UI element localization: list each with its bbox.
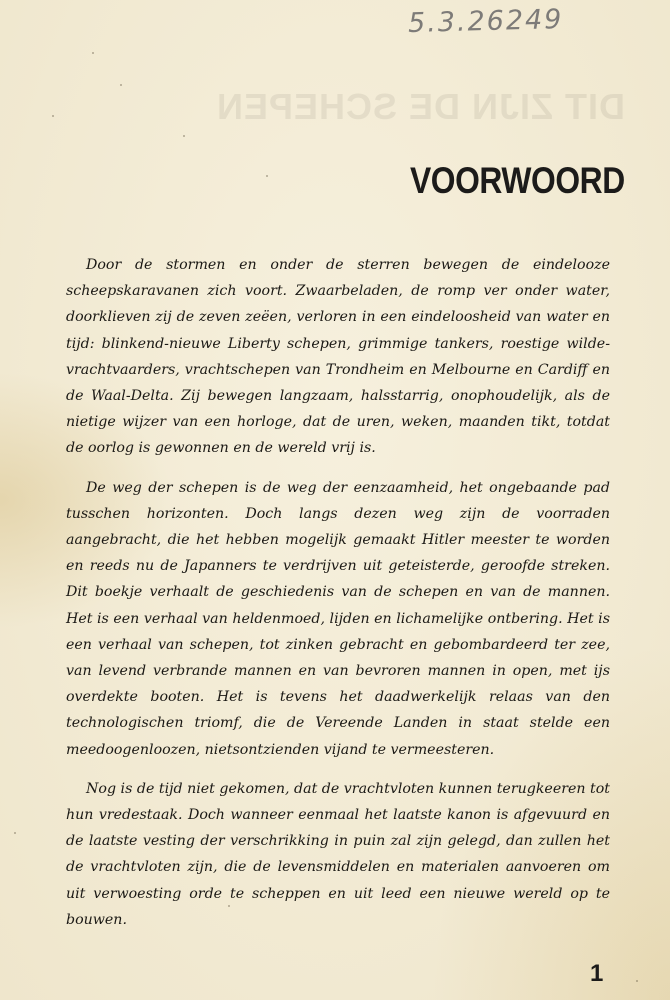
paper-speck <box>92 52 94 54</box>
paper-speck <box>14 832 16 834</box>
handwritten-accession-number: 5.3.26249 <box>407 3 564 40</box>
paper-speck <box>228 905 230 907</box>
body-text <box>66 252 610 946</box>
page-title: VOORWOORD <box>410 159 625 201</box>
paper-speck <box>52 115 54 117</box>
paragraph: De weg der schepen is de weg der eenzaamheid, het ongebaande pad tusschen horizonten. Doch langs dezen weg zijn de voorraden aangebracht, die het hebben mogelijk gemaakt Hitler meester te worden en reeds nu de Japanners te verdrijven uit geteisterde, geroofde streken. Dit boekje verhaalt de geschiedenis van de schepen en van de mannen. Het is een verhaal van heldenmoed, lijden en lichamelijke ontbering. Het is een verhaal van schepen, tot zinken gebracht en gebombardeerd ter zee, van levend verbrande mannen en van bevroren mannen in open, met ijs overdekte booten. Het is tevens het daadwerkelijk relaas van den technologischen triomf, die de Vereende Landen in staat stelde een meedoogenloozen, nietsontzienden vijand te vermeesteren. <box>66 479 610 758</box>
paper-speck <box>266 175 268 177</box>
paragraph: Nog is de tijd niet gekomen, dat de vrachtvloten kunnen terugkeeren tot hun vredestaak. Doch wanneer eenmaal het laatste kanon is afgevuurd en de laatste vesting der verschrikking in puin zal zijn gelegd, dan zullen het de vrachtvloten zijn, die de levensmiddelen en materialen aanvoeren om uit verwoesting orde te scheppen en uit leed een nieuwe wereld op te bouwen. <box>66 780 610 928</box>
paper-speck <box>183 135 185 137</box>
paragraph: Door de stormen en onder de sterren bewegen de eindelooze scheepskaravanen zich voort. Zwaarbeladen, de romp ver onder water, doorklieven zij de zeven zeëen, verloren in een eindeloosheid van water en tijd: blinkend-nieuwe Liberty schepen, grimmige tankers, roestige wilde-vrachtvaarders, vrachtschepen van Trondheim en Melbourne en Cardiff en de Waal-Delta. Zij bewegen langzaam, halsstarrig, onophoudelijk, als de nietige wijzer van een horloge, dat de uren, weken, maanden tikt, totdat de oorlog is gewonnen en de wereld vrij is. <box>66 257 610 457</box>
show-through-text: DIT ZIJN DE SCHEPEN <box>215 86 625 127</box>
paper-speck <box>636 980 638 982</box>
page-number: 1 <box>590 960 604 987</box>
paper-speck <box>120 84 122 86</box>
